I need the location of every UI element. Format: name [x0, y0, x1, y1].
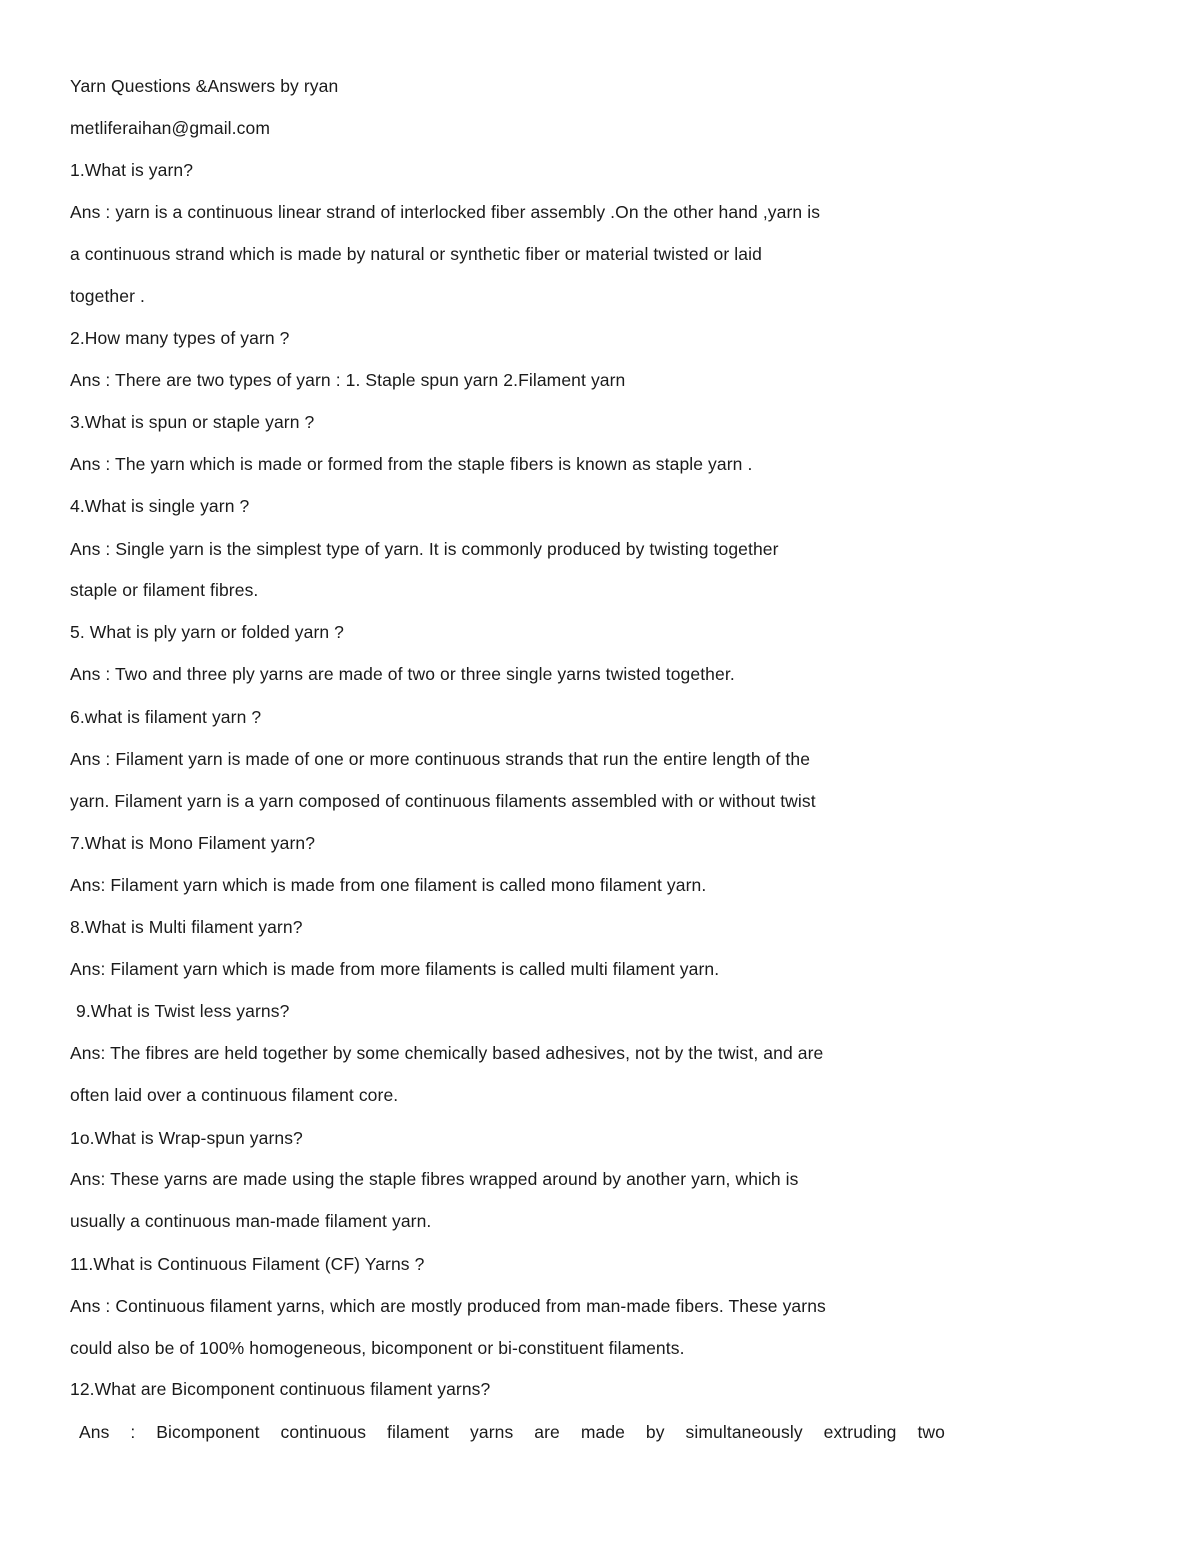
answer-2: Ans : There are two types of yarn : 1. Staple spun yarn 2.Filament yarn [70, 370, 626, 390]
author-email: metliferaihan@gmail.com [70, 118, 270, 138]
answer-1-line-3: together . [70, 286, 145, 306]
answer-1-line-2: a continuous strand which is made by natural or synthetic fiber or material twisted or laid [70, 244, 762, 264]
answer-7: Ans: Filament yarn which is made from one filament is called mono filament yarn. [70, 875, 707, 895]
document-title: Yarn Questions &Answers by ryan [70, 76, 339, 96]
question-4: 4.What is single yarn ? [70, 496, 250, 516]
answer-3: Ans : The yarn which is made or formed from the staple fibers is known as staple yarn . [70, 454, 753, 474]
answer-10-line-1: Ans: These yarns are made using the staple fibres wrapped around by another yarn, which is [70, 1169, 799, 1189]
question-6: 6.what is filament yarn ? [70, 707, 262, 727]
question-8: 8.What is Multi filament yarn? [70, 917, 303, 937]
question-5: 5. What is ply yarn or folded yarn ? [70, 622, 345, 642]
answer-8: Ans: Filament yarn which is made from more filaments is called multi filament yarn. [70, 959, 720, 979]
answer-4-line-2: staple or filament fibres. [70, 580, 259, 600]
question-11: 11.What is Continuous Filament (CF) Yarns ? [70, 1254, 425, 1274]
answer-9-line-1: Ans: The fibres are held together by some chemically based adhesives, not by the twist, and are [70, 1043, 824, 1063]
answer-6-line-2: yarn. Filament yarn is a yarn composed of continuous filaments assembled with or without twist [70, 791, 816, 811]
question-12: 12.What are Bicomponent continuous filament yarns? [70, 1379, 491, 1399]
answer-1-line-1: Ans : yarn is a continuous linear strand of interlocked fiber assembly .On the other hand ,yarn is [70, 202, 821, 222]
answer-5: Ans : Two and three ply yarns are made of two or three single yarns twisted together. [70, 664, 735, 684]
answer-12-line-1: Ans : Bicomponent continuous filament yarns are made by simultaneously extruding two [79, 1422, 945, 1442]
answer-4-line-1: Ans : Single yarn is the simplest type of yarn. It is commonly produced by twisting together [70, 539, 779, 559]
answer-11-line-1: Ans : Continuous filament yarns, which are mostly produced from man-made fibers. These yarns [70, 1296, 826, 1316]
question-10: 1o.What is Wrap-spun yarns? [70, 1128, 303, 1148]
answer-10-line-2: usually a continuous man-made filament yarn. [70, 1211, 432, 1231]
question-1: 1.What is yarn? [70, 160, 194, 180]
question-2: 2.How many types of yarn ? [70, 328, 290, 348]
answer-9-line-2: often laid over a continuous filament core. [70, 1085, 399, 1105]
question-3: 3.What is spun or staple yarn ? [70, 412, 315, 432]
question-9: 9.What is Twist less yarns? [76, 1001, 290, 1021]
answer-6-line-1: Ans : Filament yarn is made of one or more continuous strands that run the entire length of the [70, 749, 811, 769]
question-7: 7.What is Mono Filament yarn? [70, 833, 316, 853]
answer-11-line-2: could also be of 100% homogeneous, bicomponent or bi-constituent filaments. [70, 1338, 685, 1358]
